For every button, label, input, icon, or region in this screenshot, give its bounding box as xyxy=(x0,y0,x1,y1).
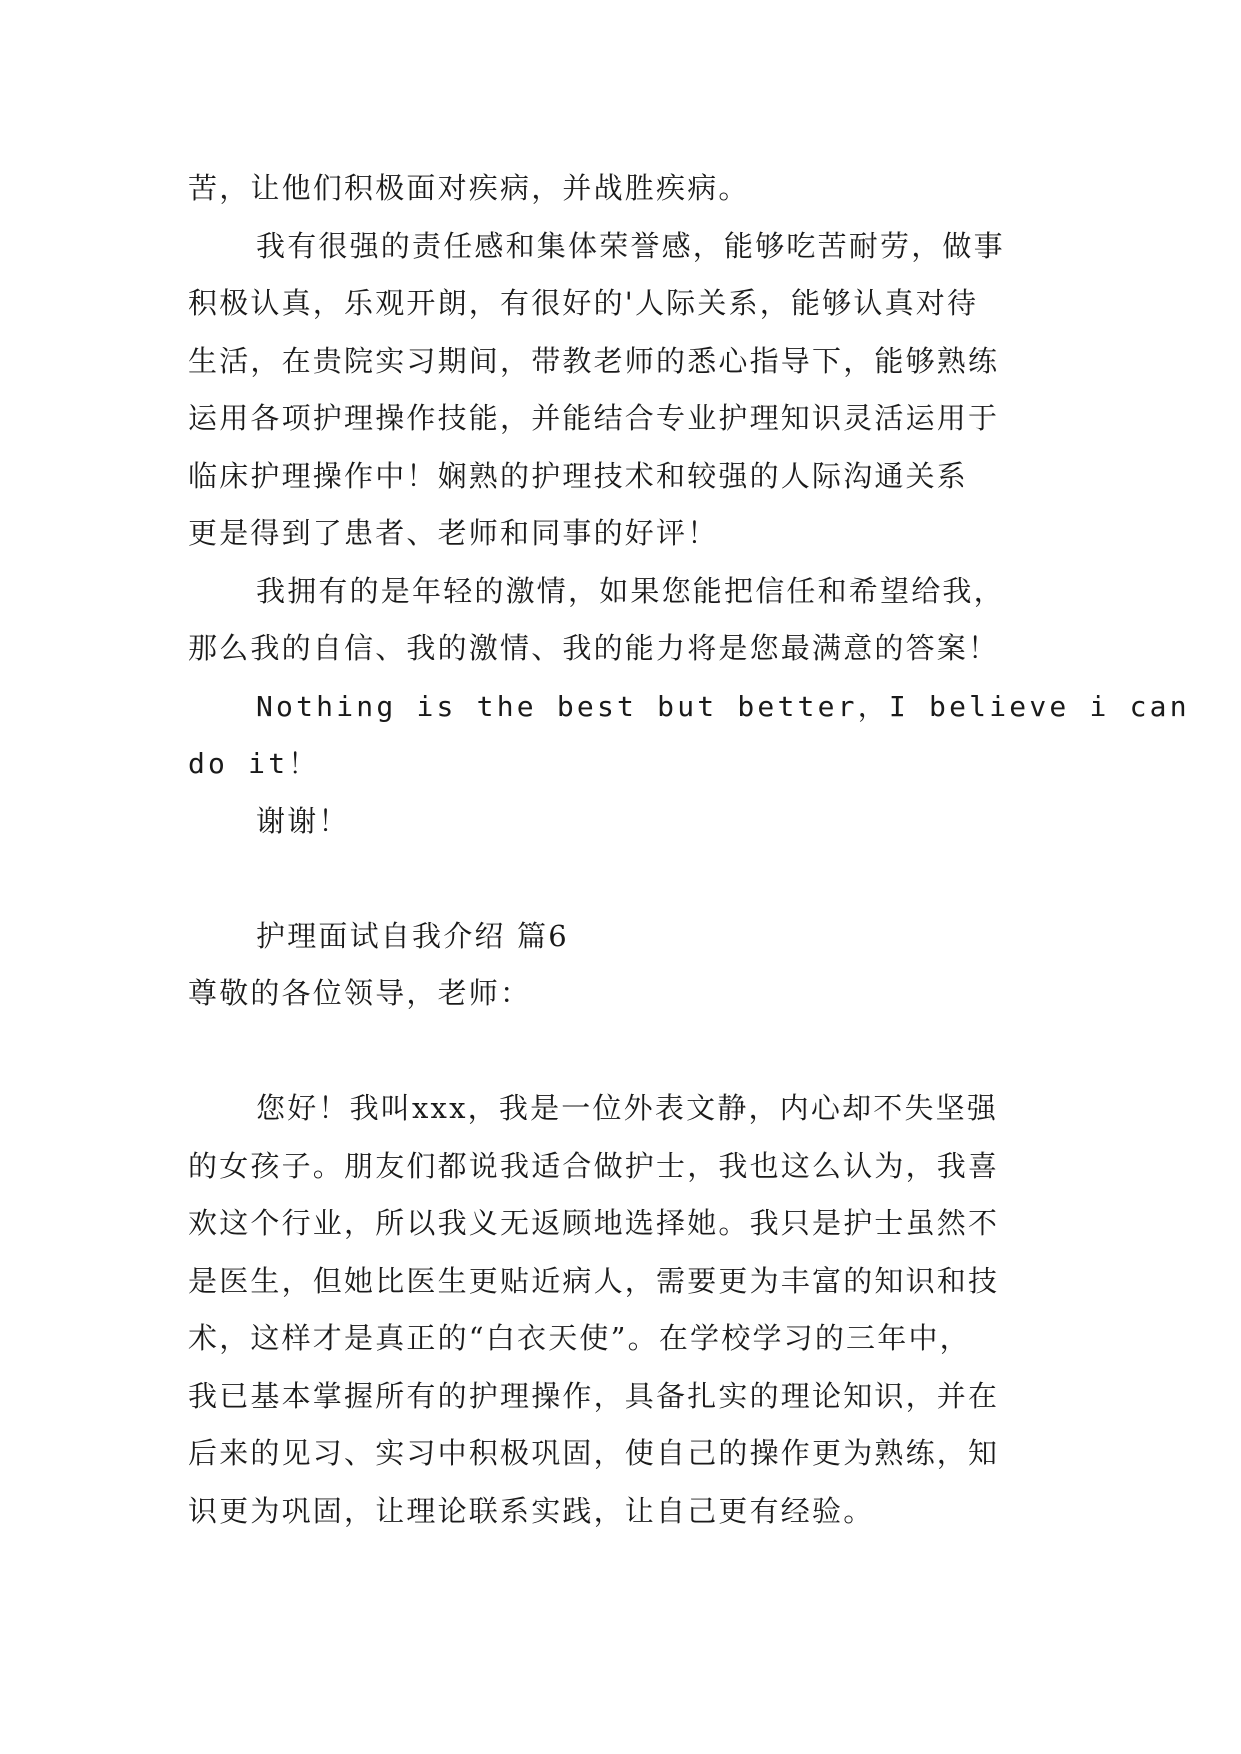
paragraph-line: 运用各项护理操作技能，并能结合专业护理知识灵活运用于 xyxy=(188,401,1000,435)
paragraph-line: 苦，让他们积极面对疾病，并战胜疾病。 xyxy=(188,171,750,205)
paragraph-line: 更是得到了患者、老师和同事的好评！ xyxy=(188,516,719,550)
salutation-line: 尊敬的各位领导，老师： xyxy=(188,976,532,1010)
paragraph-line: 生活，在贵院实习期间，带教老师的悉心指导下，能够熟练 xyxy=(188,343,1000,378)
section-heading: 护理面试自我介绍 篇6 xyxy=(256,918,569,953)
paragraph-line: 我已基本掌握所有的护理操作，具备扎实的理论知识，并在 xyxy=(188,1378,1000,1413)
blank-line xyxy=(188,850,1068,908)
paragraph-line: 那么我的自信、我的激情、我的能力将是您最满意的答案！ xyxy=(188,631,1000,665)
english-line: Nothing is the best but better，I believe i can xyxy=(256,689,1190,723)
paragraph-line: 识更为巩固，让理论联系实践，让自己更有经验。 xyxy=(188,1493,875,1528)
paragraph-line: 我有很强的责任感和集体荣誉感，能够吃苦耐劳，做事 xyxy=(256,228,1005,263)
blank-line xyxy=(188,1023,1068,1081)
paragraph-line: 您好！我叫xxx，我是一位外表文静，内心却不失坚强 xyxy=(256,1091,999,1125)
document-body xyxy=(188,160,1190,1540)
paragraph-line: 是医生，但她比医生更贴近病人，需要更为丰富的知识和技 xyxy=(188,1263,1000,1298)
paragraph-line: 的女孩子。朋友们都说我适合做护士，我也这么认为，我喜 xyxy=(188,1148,1000,1183)
english-line: do it！ xyxy=(188,747,320,780)
paragraph-line: 积极认真，乐观开朗，有很好的'人际关系，能够认真对待 xyxy=(188,286,979,320)
paragraph-line: 我拥有的是年轻的激情，如果您能把信任和希望给我， xyxy=(256,573,1005,608)
paragraph-line: 术，这样才是真正的“白衣天使”。在学校学习的三年中， xyxy=(188,1321,971,1355)
paragraph-line: 欢这个行业，所以我义无返顾地选择她。我只是护士虽然不 xyxy=(188,1206,1000,1240)
thanks-line: 谢谢！ xyxy=(256,803,350,838)
paragraph-line: 后来的见习、实习中积极巩固，使自己的操作更为熟练，知 xyxy=(188,1436,1000,1470)
paragraph-line: 临床护理操作中！娴熟的护理技术和较强的人际沟通关系 xyxy=(188,458,969,493)
